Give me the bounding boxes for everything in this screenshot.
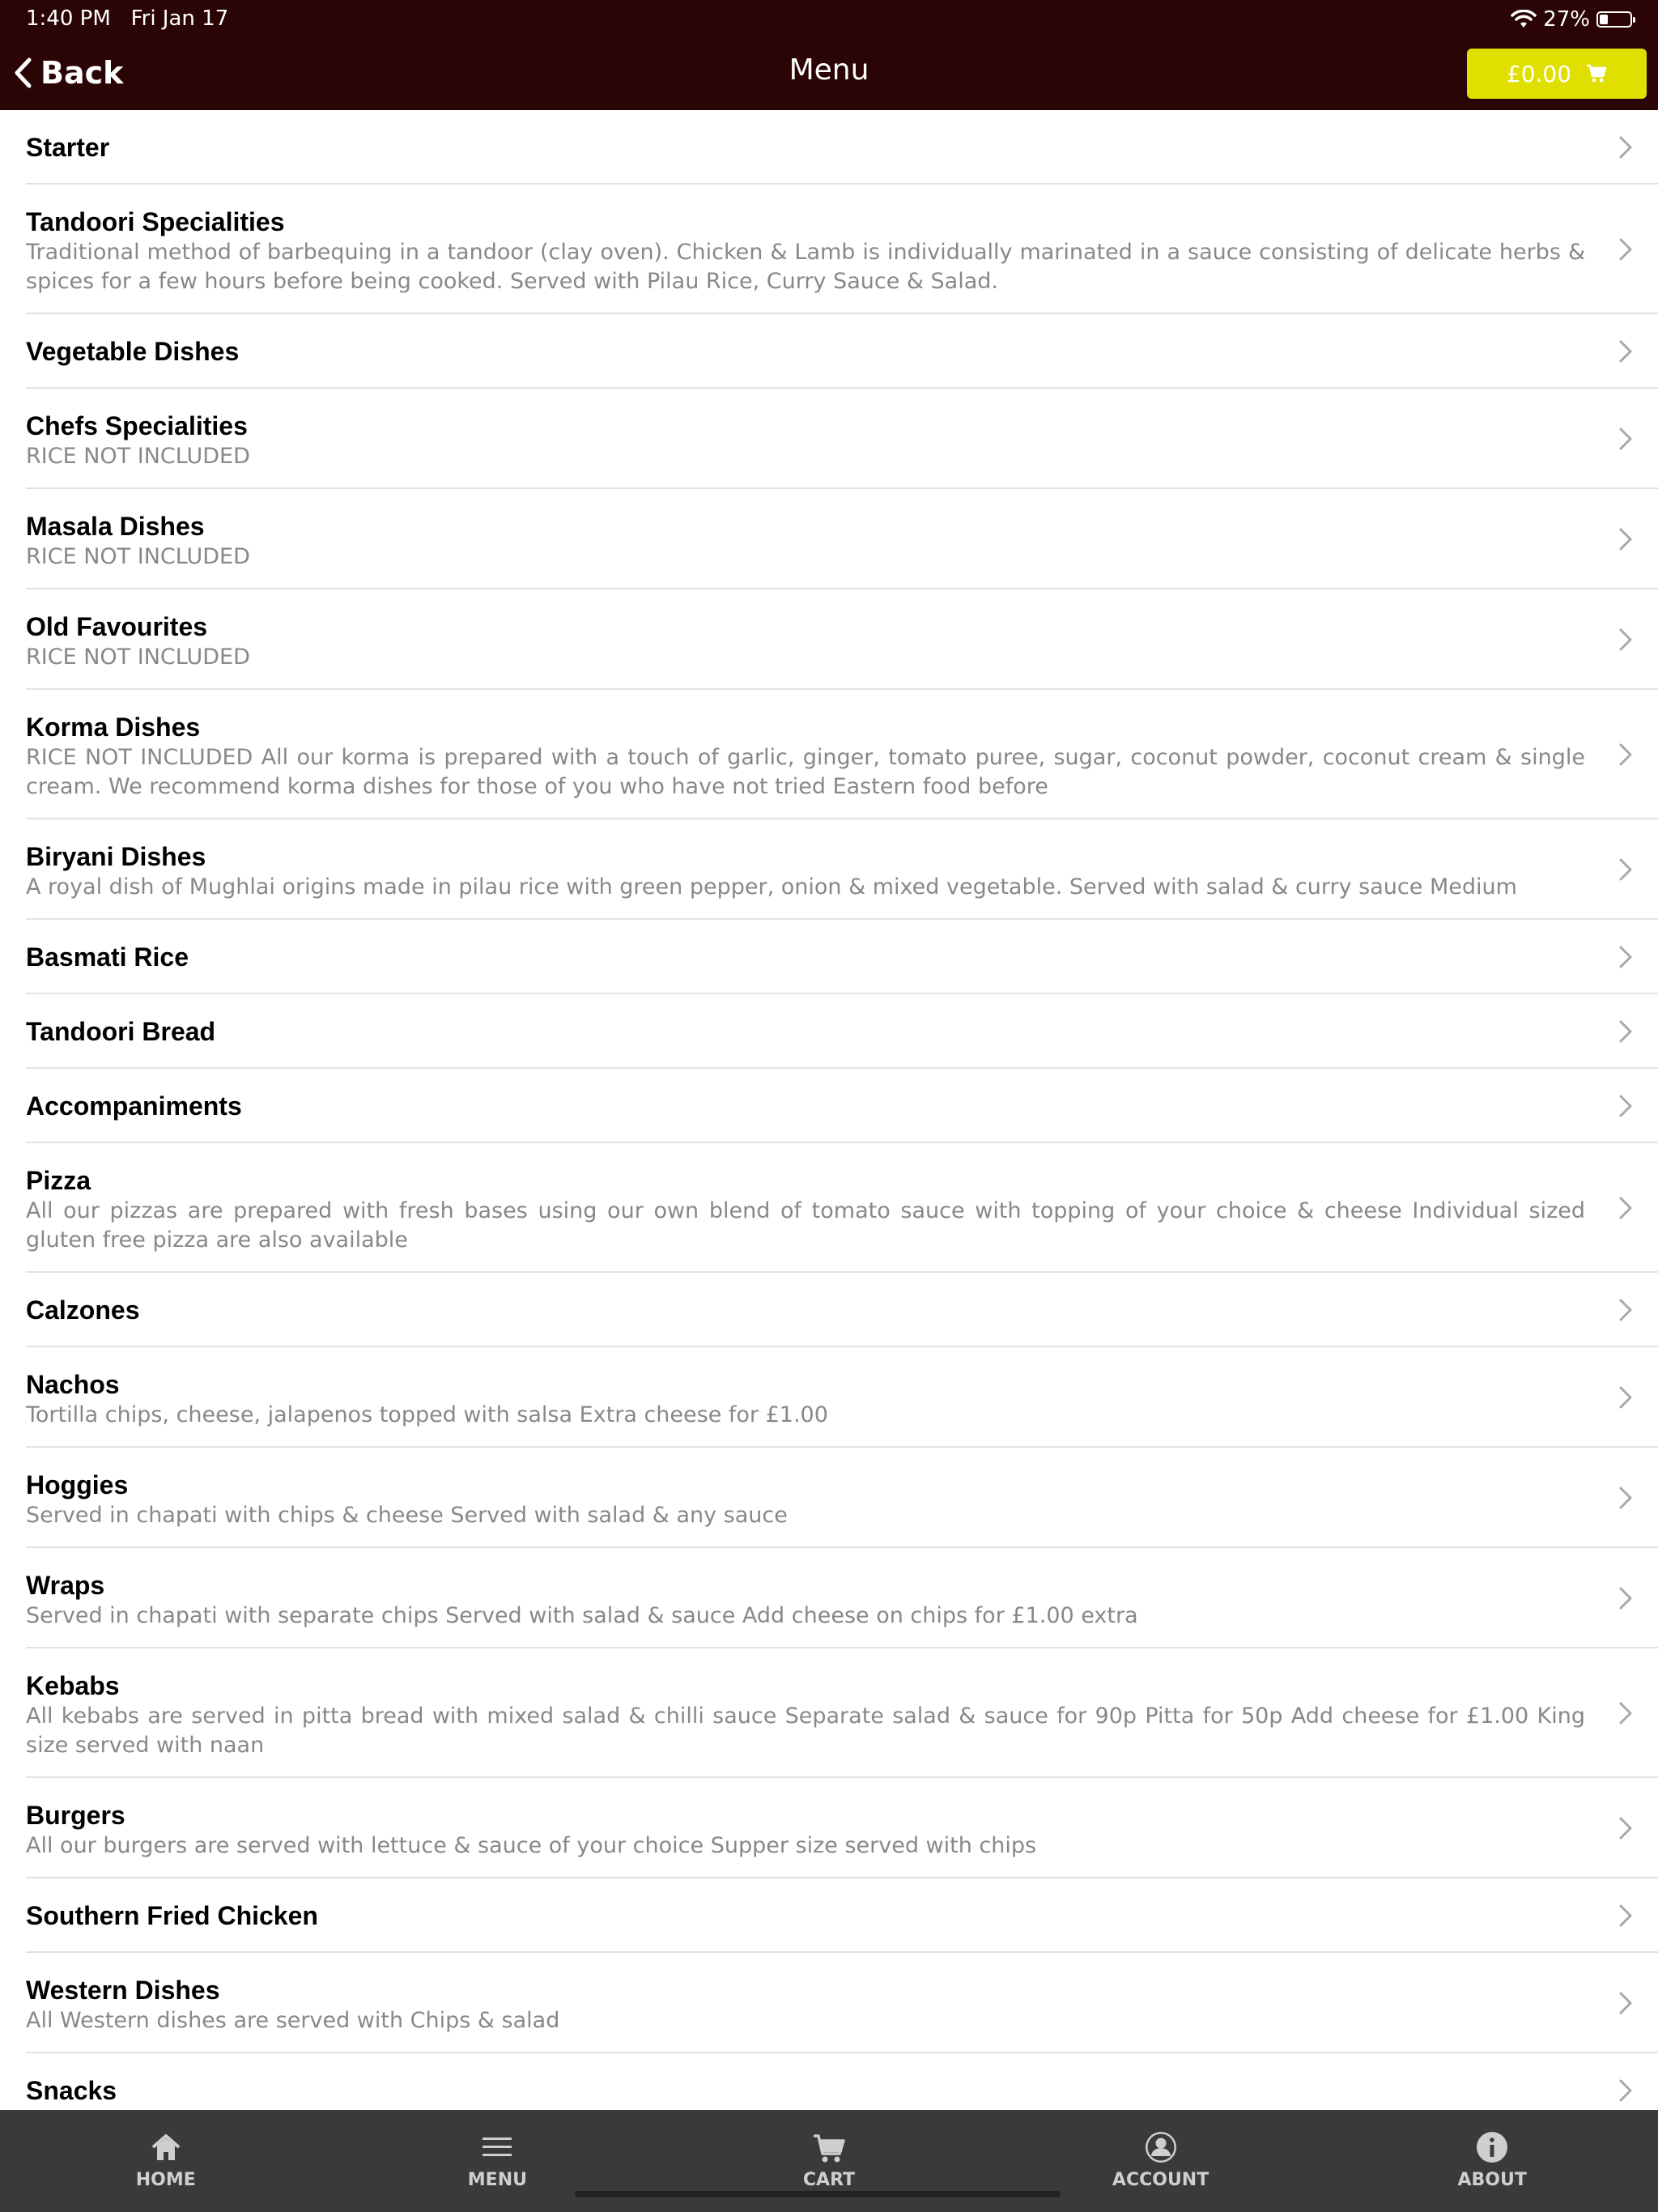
tab-about[interactable]: [1326, 2110, 1658, 2212]
category-description: All kebabs are served in pitta bread with mixed salad & chilli sauce Separate salad & sauce for 90p Pitta for 50p Add cheese for £1.00 King size served with naan: [26, 1704, 1585, 1758]
status-time-date: [26, 6, 228, 31]
category-title: Wraps: [26, 1571, 105, 1600]
category-row[interactable]: [0, 690, 1658, 819]
battery-percent: 27%: [1543, 7, 1590, 32]
home-icon: [148, 2129, 184, 2165]
category-title: Pizza: [26, 1166, 91, 1195]
cart-total-button[interactable]: [1467, 49, 1647, 99]
category-row[interactable]: [0, 1648, 1658, 1778]
category-description: Served in chapati with chips & cheese Served with salad & any sauce: [26, 1503, 788, 1528]
category-row[interactable]: [0, 1548, 1658, 1648]
category-title: Basmati Rice: [26, 942, 189, 972]
category-title: Snacks: [26, 2076, 117, 2105]
chevron-right-icon: [1618, 1195, 1634, 1221]
category-row[interactable]: [0, 589, 1658, 690]
tab-menu-label: MENU: [467, 2170, 527, 2190]
account-icon: [1143, 2129, 1179, 2165]
category-title: Starter: [26, 133, 110, 162]
chevron-right-icon: [1618, 627, 1634, 653]
chevron-right-icon: [1618, 1990, 1634, 2016]
chevron-right-icon: [1618, 338, 1634, 364]
category-title: Tandoori Specialities: [26, 207, 285, 236]
battery-icon: [1596, 11, 1632, 28]
category-description: RICE NOT INCLUDED: [26, 544, 250, 569]
cart-icon: [1586, 64, 1607, 83]
category-title: Old Favourites: [26, 612, 208, 641]
category-title: Western Dishes: [26, 1976, 220, 2005]
tab-cart-label: CART: [802, 2170, 856, 2190]
category-description: A royal dish of Mughlai origins made in pilau rice with green pepper, onion & mixed vegetable. Served with salad & curry sauce Medium: [26, 874, 1517, 900]
category-row[interactable]: [0, 185, 1658, 314]
app-header: [0, 0, 1658, 110]
category-row[interactable]: [0, 819, 1658, 920]
page-title: Menu: [789, 53, 869, 87]
chevron-right-icon: [1618, 1385, 1634, 1410]
status-date: Fri Jan 17: [130, 6, 229, 31]
chevron-right-icon: [1618, 1585, 1634, 1611]
category-description: Traditional method of barbequing in a tandoor (clay oven). Chicken & Lamb is individually marinated in a sauce consisting of delicate herbs & spices for a few hours before being cooked. Served with Pilau Rice, Curry Sauce & Salad.: [26, 240, 1585, 294]
category-title: Masala Dishes: [26, 512, 205, 541]
tab-about-label: ABOUT: [1457, 2170, 1527, 2190]
category-description: RICE NOT INCLUDED: [26, 644, 250, 670]
chevron-right-icon: [1618, 236, 1634, 262]
category-title: Kebabs: [26, 1671, 120, 1700]
status-indicators: [1511, 5, 1632, 34]
chevron-right-icon: [1618, 1297, 1634, 1323]
category-title: Southern Fried Chicken: [26, 1901, 318, 1930]
back-label: Back: [40, 55, 124, 91]
category-row[interactable]: [0, 1347, 1658, 1448]
chevron-right-icon: [1618, 1019, 1634, 1044]
category-row[interactable]: [0, 489, 1658, 589]
category-row[interactable]: [0, 314, 1658, 389]
category-title: Chefs Specialities: [26, 411, 248, 440]
category-description: Served in chapati with separate chips Served with salad & sauce Add cheese on chips for £1.00 extra: [26, 1603, 1138, 1628]
chevron-right-icon: [1618, 134, 1634, 160]
menu-icon: [479, 2129, 515, 2165]
cart-icon: [811, 2129, 847, 2165]
tab-home[interactable]: [0, 2110, 332, 2212]
tab-home-label: HOME: [135, 2170, 196, 2190]
category-description: All our burgers are served with lettuce & sauce of your choice Supper size served with chips: [26, 1833, 1037, 1858]
category-row[interactable]: [0, 920, 1658, 994]
category-title: Korma Dishes: [26, 713, 201, 742]
category-title: Biryani Dishes: [26, 842, 206, 871]
category-row[interactable]: [0, 1273, 1658, 1347]
chevron-right-icon: [1618, 426, 1634, 452]
category-description: RICE NOT INCLUDED All our korma is prepared with a touch of garlic, ginger, tomato puree, sugar, coconut powder, coconut cream & single cream. We recommend korma dishes for those of you who have not tried Eastern food before: [26, 745, 1585, 799]
category-description: All our pizzas are prepared with fresh bases using our own blend of tomato sauce with topping of your choice & cheese Individual sized gluten free pizza are also available: [26, 1198, 1585, 1253]
category-title: Hoggies: [26, 1470, 129, 1499]
chevron-right-icon: [1618, 2078, 1634, 2104]
chevron-right-icon: [1618, 857, 1634, 883]
category-row[interactable]: [0, 1778, 1658, 1878]
menu-category-list[interactable]: [0, 110, 1658, 2110]
category-description: RICE NOT INCLUDED: [26, 444, 250, 469]
category-title: Tandoori Bread: [26, 1017, 216, 1046]
category-title: Nachos: [26, 1370, 120, 1399]
category-title: Vegetable Dishes: [26, 337, 240, 366]
chevron-right-icon: [1618, 526, 1634, 552]
info-icon: [1474, 2129, 1510, 2165]
tab-account-label: ACCOUNT: [1112, 2170, 1209, 2190]
cart-total: £0.00: [1506, 60, 1572, 87]
chevron-right-icon: [1618, 742, 1634, 768]
category-title: Accompaniments: [26, 1091, 242, 1121]
category-row[interactable]: [0, 1069, 1658, 1143]
chevron-right-icon: [1618, 1485, 1634, 1511]
category-row[interactable]: [0, 994, 1658, 1069]
chevron-right-icon: [1618, 1903, 1634, 1929]
home-indicator: [575, 2191, 1061, 2197]
category-row[interactable]: [0, 1878, 1658, 1953]
category-description: Tortilla chips, cheese, jalapenos topped with salsa Extra cheese for £1.00: [26, 1402, 828, 1427]
category-row[interactable]: [0, 1953, 1658, 2053]
category-row[interactable]: [0, 1143, 1658, 1273]
chevron-right-icon: [1618, 1700, 1634, 1726]
category-row[interactable]: [0, 389, 1658, 489]
category-description: All Western dishes are served with Chips & salad: [26, 2008, 560, 2033]
status-time: 1:40 PM: [26, 6, 111, 31]
category-row[interactable]: [0, 2053, 1658, 2110]
category-title: Calzones: [26, 1295, 140, 1325]
category-title: Burgers: [26, 1801, 125, 1830]
chevron-right-icon: [1618, 944, 1634, 970]
chevron-right-icon: [1618, 1093, 1634, 1119]
category-row[interactable]: [0, 110, 1658, 185]
category-row[interactable]: [0, 1448, 1658, 1548]
wifi-icon: [1511, 10, 1537, 29]
chevron-right-icon: [1618, 1815, 1634, 1841]
